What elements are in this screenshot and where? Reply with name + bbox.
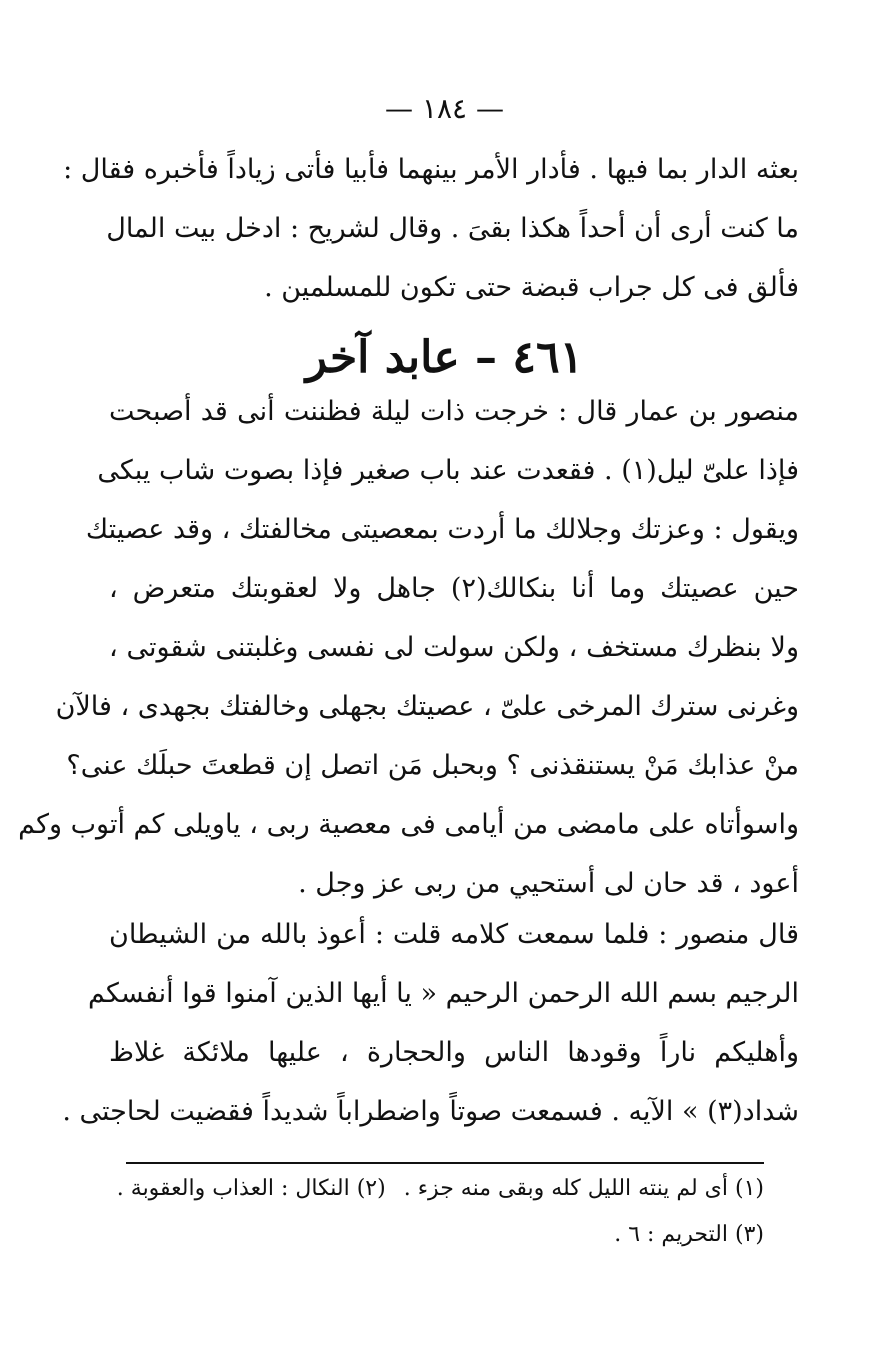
story-paragraph [18,382,799,913]
text-line: منْ عذابك مَنْ يستنقذنى ؟ وبحبل مَن اتصل إن قطعتَ حبلَك عنى؟ [66,750,799,781]
footnote-divider [126,1162,764,1164]
text-line: أعود ، قد حان لى أستحيي من ربى عز وجل . [298,868,799,899]
text-line: الرجيم بسم الله الرحمن الرحيم « يا أيها الذين آمنوا قوا أنفسكم [88,978,799,1009]
text-line: فإذا علىّ ليل(١) . فقعدت عند باب صغير فإذا بصوت شاب يبكى [97,455,799,486]
text-line: وأهليكم ناراً وقودها الناس والحجارة ، عليها ملائكة غلاظ [109,1037,799,1068]
text-line: ولا بنظرك مستخف ، ولكن سولت لى نفسى وغلبتنى شقوتى ، [109,632,799,663]
text-line: فألق فى كل جراب قبضة حتى تكون للمسلمين . [264,272,799,303]
footnote-3: (٣) التحريم : ٦ . [614,1222,764,1247]
text-line: منصور بن عمار قال : خرجت ذات ليلة فظننت أنى قد أصبحت [109,396,799,427]
text-line: شداد(٣) » الآيه . فسمعت صوتاً واضطراباً شديداً فقضيت لحاجتى . [62,1096,799,1127]
footnote-line [116,1166,764,1212]
page-number: — ١٨٤ — [385,92,504,125]
footnotes [116,1166,764,1258]
text-line: واسوأتاه على مامضى من أيامى فى معصية ربى ، ياويلى كم أتوب وكم [18,809,799,840]
text-line: ما كنت أرى أن أحداً هكذا بقىَ . وقال لشريح : ادخل بيت المال [106,213,799,244]
section-heading: ٤٦١ – عابد آخر [305,332,584,383]
mansour-paragraph [62,905,799,1141]
top-paragraph [63,140,799,317]
text-line: حين عصيتك وما أنا بنكالك(٢) جاهل ولا لعقوبتك متعرض ، [109,573,799,604]
footnote-2: (٢) النكال : العذاب والعقوبة . [116,1176,386,1201]
text-line: وغرنى سترك المرخى علىّ ، عصيتك بجهلى وخالفتك بجهدى ، فالآن [55,691,799,722]
text-line: ويقول : وعزتك وجلالك ما أردت بمعصيتى مخالفتك ، وقد عصيتك [85,514,799,545]
footnote-line [124,1212,764,1258]
text-line: قال منصور : فلما سمعت كلامه قلت : أعوذ بالله من الشيطان [109,919,799,950]
text-line: بعثه الدار بما فيها . فأدار الأمر بينهما فأبيا فأتى زياداً فأخبره فقال : [63,154,799,185]
footnote-1: (١) أى لم ينته الليل كله وبقى منه جزء . [403,1176,764,1201]
